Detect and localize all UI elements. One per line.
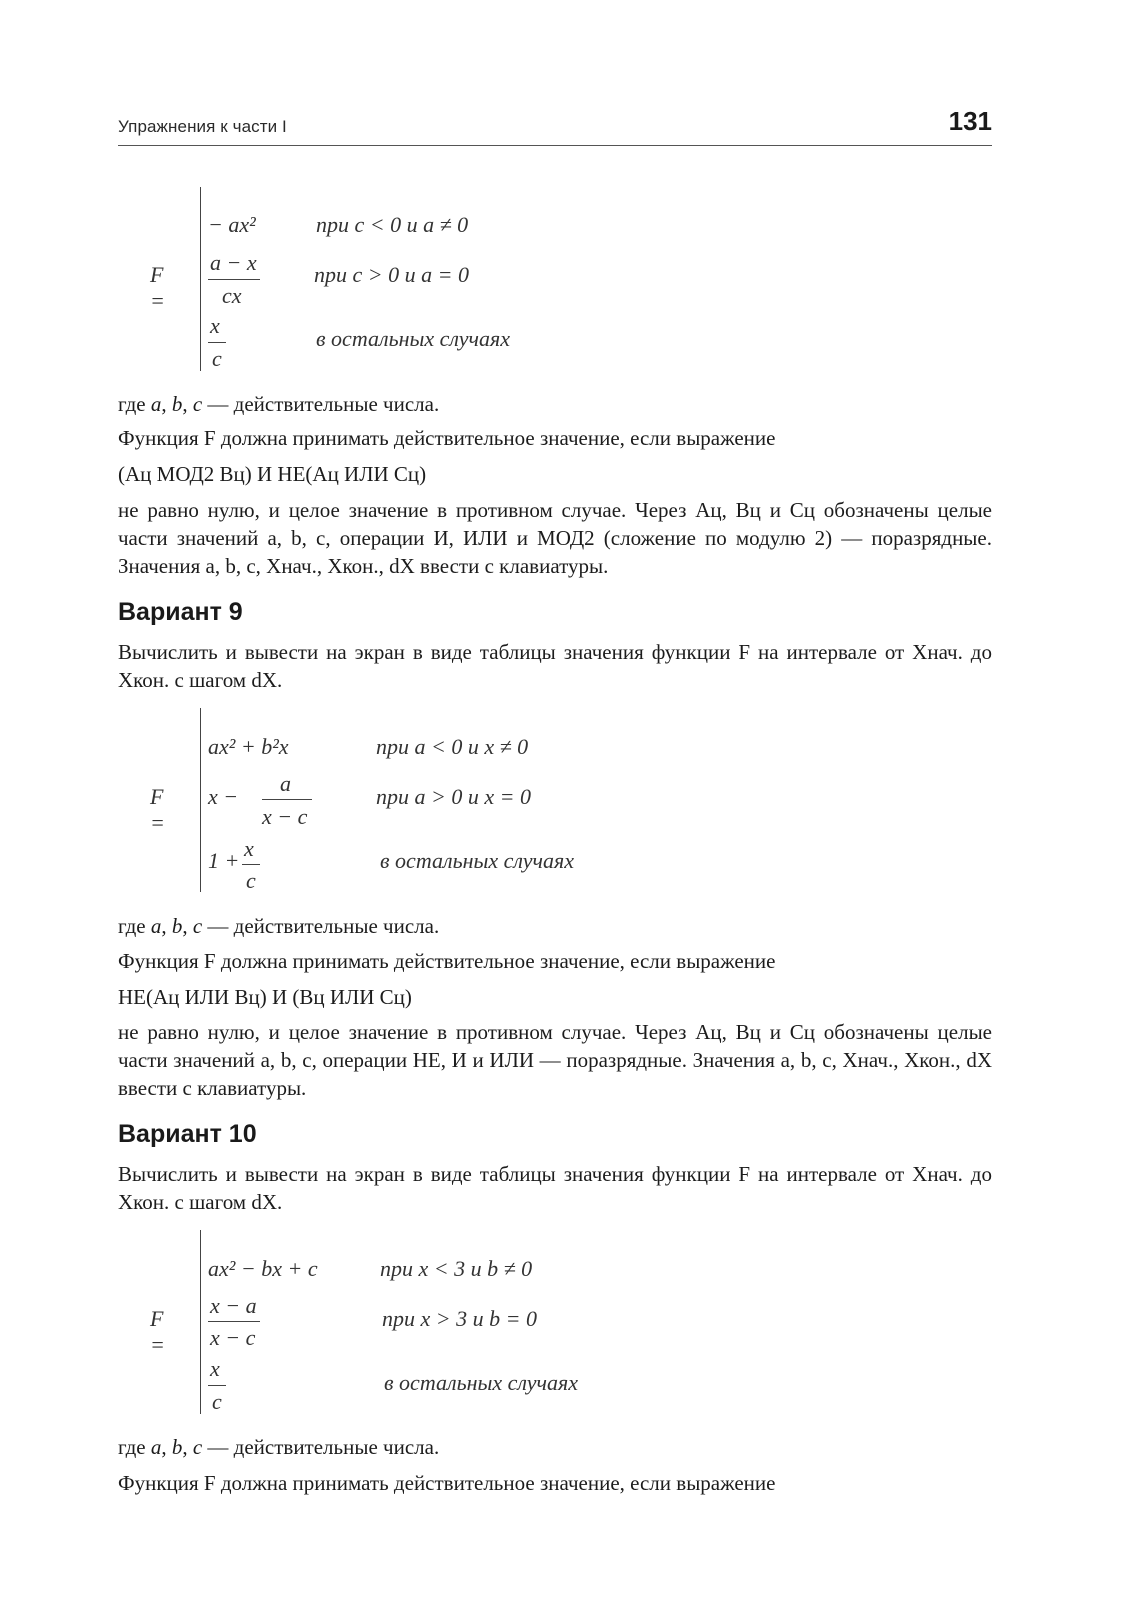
where-line-1: где a, b, c — действительные числа. — [118, 392, 440, 416]
case-3-prefix: 1 + — [208, 848, 240, 873]
case-3-numerator: x — [210, 1356, 220, 1381]
case-2-cond: при x > 3 и b = 0 — [382, 1306, 537, 1331]
where-line-9: где a, b, c — действительные числа. — [118, 914, 440, 938]
formula-lhs: F = — [150, 262, 165, 313]
case-3-fraction-line — [208, 342, 226, 343]
formula-brace — [200, 1230, 201, 1414]
case-2-numerator: x − a — [210, 1293, 257, 1318]
function-line-10: Функция F должна принимать действительное значение, если выражение — [118, 1471, 776, 1495]
header-rule — [118, 145, 992, 146]
function-line-1: Функция F должна принимать действительное значение, если выражение — [118, 426, 776, 450]
variant-9-heading: Вариант 9 — [118, 598, 243, 626]
page-number: 131 — [948, 106, 992, 136]
case-3-cond: в остальных случаях — [380, 848, 574, 873]
case-2-fraction-line — [208, 279, 260, 280]
formula-brace — [200, 187, 201, 371]
formula-lhs: F = — [150, 784, 165, 835]
expression-1: (Ац МОД2 Вц) И НЕ(Ац ИЛИ Сц) — [118, 462, 427, 486]
case-1-cond: при a < 0 и x ≠ 0 — [376, 734, 529, 759]
case-1-expr: − ax² — [208, 212, 256, 237]
case-1-expr: ax² − bx + c — [208, 1256, 318, 1281]
running-header: Упражнения к части I — [118, 117, 287, 136]
case-2-cond: при a > 0 и x = 0 — [376, 784, 531, 809]
case-2-cond: при c > 0 и a = 0 — [314, 262, 469, 287]
case-2-denominator: cx — [222, 283, 242, 308]
case-2-denominator: x − c — [210, 1325, 256, 1350]
case-1-cond: при x < 3 и b ≠ 0 — [380, 1256, 533, 1281]
expression-9: НЕ(Ац ИЛИ Вц) И (Вц ИЛИ Сц) — [118, 985, 412, 1009]
case-2-numerator: a — [280, 771, 291, 796]
case-3-denominator: c — [212, 1389, 222, 1414]
function-line-9: Функция F должна принимать действительное значение, если выражение — [118, 949, 776, 973]
conclusion-1: не равно нулю, и целое значение в противном случае. Через Ац, Вц и Сц обозначены целые части значений a, b, c, операции И, ИЛИ и МОД2 (сложение по модулю 2) — поразрядные. Значения a, b, c, Хнач., Хкон., dX ввести с клавиатуры. — [118, 498, 992, 578]
case-3-fraction-line — [208, 1385, 226, 1386]
case-2-fraction-line — [208, 1321, 260, 1322]
formula-brace — [200, 708, 201, 892]
task-text-9: Вычислить и вывести на экран в виде таблицы значения функции F на интервале от Хнач. до Хкон. с шагом dX. — [118, 640, 992, 692]
case-1-expr: ax² + b²x — [208, 734, 289, 759]
case-2-denominator: x − c — [262, 804, 308, 829]
case-2-prefix: x − — [208, 784, 239, 809]
conclusion-9: не равно нулю, и целое значение в противном случае. Через Ац, Вц и Сц обозначены целые части значений a, b, c, операции НЕ, И и ИЛИ — поразрядные. Значения a, b, c, Хнач., Хкон., dX ввести с клавиатуры. — [118, 1020, 992, 1100]
formula-lhs: F = — [150, 1306, 165, 1357]
case-3-numerator: x — [244, 836, 254, 861]
variant-10-heading: Вариант 10 — [118, 1120, 257, 1148]
case-3-cond: в остальных случаях — [316, 326, 510, 351]
case-2-numerator: a − x — [210, 250, 257, 275]
case-2-fraction-line — [262, 799, 312, 800]
case-3-denominator: c — [246, 868, 256, 893]
case-3-denominator: c — [212, 346, 222, 371]
task-text-10: Вычислить и вывести на экран в виде таблицы значения функции F на интервале от Хнач. до Хкон. с шагом dX. — [118, 1162, 992, 1214]
case-1-cond: при c < 0 и a ≠ 0 — [316, 212, 469, 237]
case-3-numerator: x — [210, 313, 220, 338]
case-3-cond: в остальных случаях — [384, 1370, 578, 1395]
where-line-10: где a, b, c — действительные числа. — [118, 1435, 440, 1459]
case-3-fraction-line — [242, 864, 260, 865]
